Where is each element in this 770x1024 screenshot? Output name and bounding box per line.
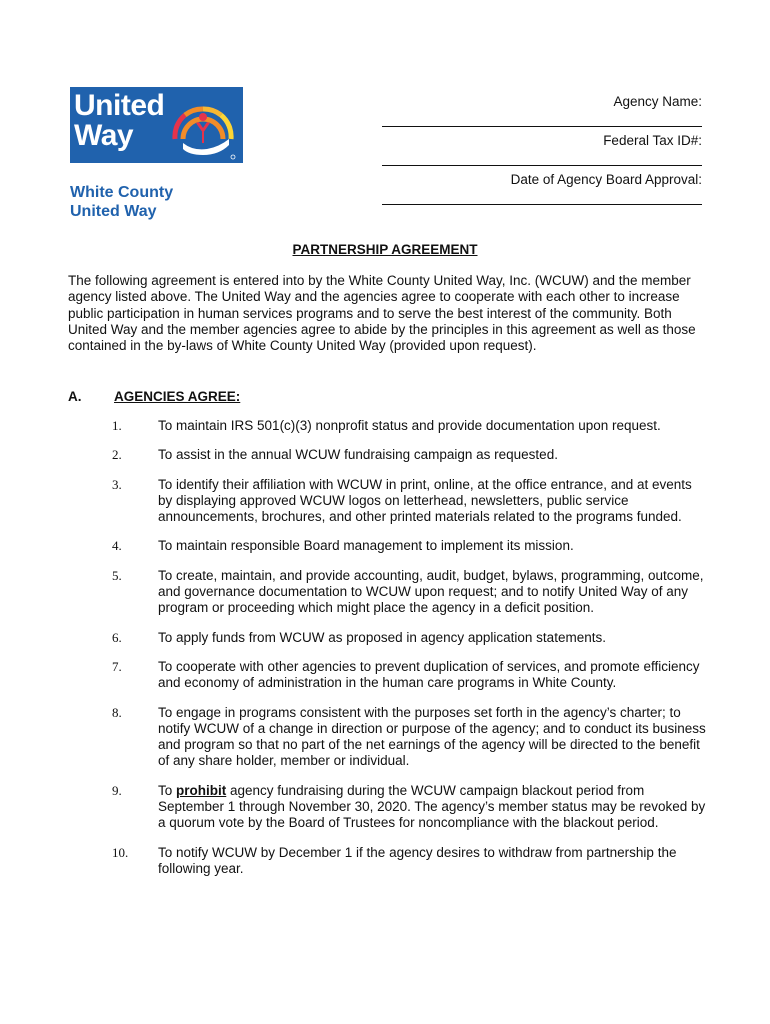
section-letter: A. <box>68 389 82 404</box>
item-text: To maintain IRS 501(c)(3) nonprofit status and provide documentation upon request. <box>158 418 661 433</box>
tax-id-label: Federal Tax ID#: <box>603 133 702 148</box>
list-item <box>68 477 708 526</box>
item-text-before: To <box>158 782 177 798</box>
agency-info-fields <box>382 94 702 211</box>
item-text: To cooperate with other agencies to prevent duplication of services, and promote efficiency and economy of administration in the human care programs in White County. <box>158 658 700 691</box>
document-title: PARTNERSHIP AGREEMENT <box>292 242 478 257</box>
list-item <box>68 568 708 617</box>
united-way-logo <box>70 87 243 163</box>
item-text: To identify their affiliation with WCUW in print, online, at the office entrance, and at events by displaying approved WCUW logos on letterhead, newsletters, public service announcements, brochures, and other printed materials related to the programs funded. <box>158 476 692 525</box>
intro-paragraph: The following agreement is entered into by the White County United Way, Inc. (WCUW) and the member agency listed above. The United Way and the agencies agree to cooperate with each other to increase public participation in human services programs and to serve the best interest of the community. Both United Way and the member agencies agree to abide by the principles in this agreement as well as those contained in the by-laws of White County United Way (provided upon request). <box>68 273 696 354</box>
item-number: 5. <box>112 567 122 583</box>
list-item <box>68 538 708 554</box>
board-approval-label: Date of Agency Board Approval: <box>510 172 702 187</box>
list-item <box>68 447 708 463</box>
item-text <box>158 783 708 832</box>
section-title: AGENCIES AGREE: <box>114 389 241 404</box>
list-item <box>68 418 708 434</box>
logo-sub-line2: United Way <box>70 203 157 220</box>
item-number: 4. <box>112 538 122 554</box>
item-text: To maintain responsible Board management to implement its mission. <box>158 538 574 554</box>
agency-name-field[interactable] <box>382 112 702 127</box>
item-number: 9. <box>112 782 122 798</box>
item-text: To apply funds from WCUW as proposed in agency application statements. <box>158 629 606 645</box>
item-text: To create, maintain, and provide accounting, audit, budget, bylaws, programming, outcome, and governance documentation to WCUW upon request; and to notify United Way of any program or proceeding which might place the agency in a deficit position. <box>158 567 704 616</box>
list-item <box>68 659 708 692</box>
list-item <box>68 630 708 646</box>
item-number: 1. <box>112 418 122 433</box>
item-number: 3. <box>112 476 122 492</box>
item-number: 2. <box>112 447 122 463</box>
list-item <box>68 845 708 878</box>
logo-subtitle <box>70 183 173 221</box>
item-number: 7. <box>112 658 122 674</box>
item-number: 6. <box>112 629 122 645</box>
item-number: 10. <box>112 844 129 860</box>
item-text-after: agency fundraising during the WCUW campaign blackout period from September 1 through November 30, 2020. The agency’s member status may be revoked by a quorum vote by the Board of Trustees for noncompliance with the blackout period. <box>158 782 706 831</box>
item-text: To assist in the annual WCUW fundraising campaign as requested. <box>158 447 558 463</box>
tax-id-field[interactable] <box>382 151 702 166</box>
item-text: To engage in programs consistent with the purposes set forth in the agency’s charter; to notify WCUW of a change in direction or purpose of the agency; and to conduct its business and program so that no part of the net earnings of the agency will be directed to the benefit of any share holder, member or individual. <box>158 704 706 769</box>
list-item <box>68 705 708 770</box>
agreement-list <box>68 418 708 890</box>
united-way-hand-icon <box>163 87 243 163</box>
list-item <box>68 783 708 832</box>
logo-sub-line1: White County <box>70 184 174 201</box>
item-emphasis: prohibit <box>176 782 227 798</box>
logo-line2: Way <box>74 119 134 152</box>
logo-wordmark <box>74 91 164 151</box>
item-number: 8. <box>112 704 122 720</box>
board-approval-field[interactable] <box>382 190 702 205</box>
agency-name-label: Agency Name: <box>613 94 702 109</box>
logo-line1: United <box>74 89 165 122</box>
item-text: To notify WCUW by December 1 if the agency desires to withdraw from partnership the following year. <box>158 844 677 876</box>
